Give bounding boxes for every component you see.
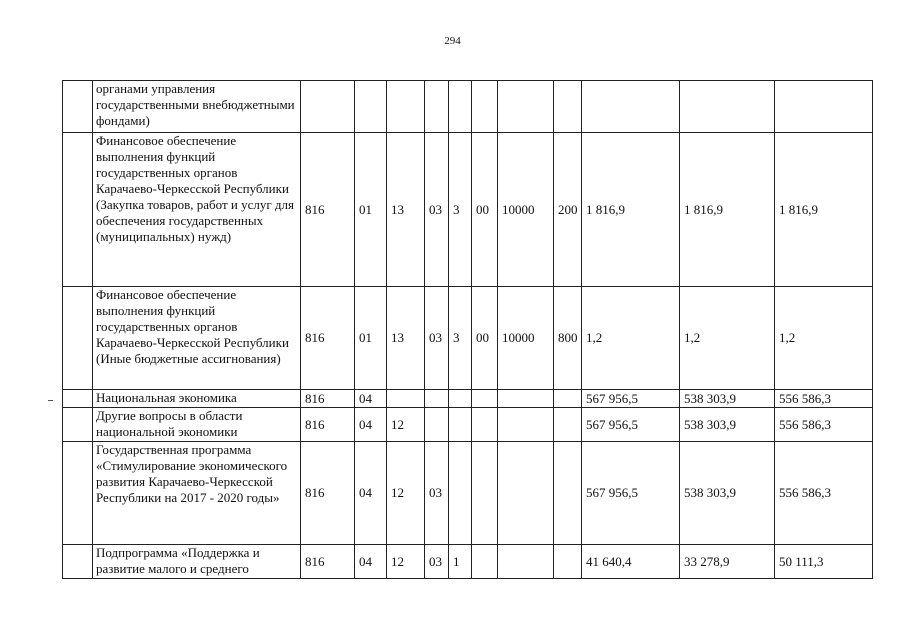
program-code: 03 [425,545,449,579]
direction-code [498,408,554,442]
row-name: Финансовое обеспечение выполнения функций государственных органов Карачаево-Черкесской Республики (Иные бюджетные ассигнования) [93,287,301,390]
section-code: 04 [355,408,387,442]
subprogram-code: 1 [449,545,472,579]
section-code: 04 [355,545,387,579]
subsection-code: 12 [387,545,425,579]
ministry-code: 816 [301,545,355,579]
amount-year-3: 1,2 [775,287,873,390]
amount-year-2 [680,81,775,133]
direction-code [498,442,554,545]
amount-year-1: 1,2 [582,287,680,390]
section-code: 04 [355,442,387,545]
row-number-cell [63,81,93,133]
ministry-code: 816 [301,133,355,287]
subprogram-code: 3 [449,287,472,390]
table-row [63,408,873,442]
amount-year-1 [582,81,680,133]
expense-type-code [554,545,582,579]
section-code [355,81,387,133]
amount-year-2: 1 816,9 [680,133,775,287]
table-row [63,133,873,287]
table-row [63,545,873,579]
main-event-code [472,81,498,133]
amount-year-1: 567 956,5 [582,442,680,545]
subsection-code [387,81,425,133]
amount-year-3: 556 586,3 [775,408,873,442]
amount-year-1: 1 816,9 [582,133,680,287]
row-name: Национальная экономика [93,390,301,408]
scan-artifact [48,400,53,401]
subprogram-code [449,81,472,133]
amount-year-3: 556 586,3 [775,390,873,408]
amount-year-2: 538 303,9 [680,408,775,442]
row-number-cell [63,408,93,442]
program-code: 03 [425,133,449,287]
amount-year-1: 41 640,4 [582,545,680,579]
ministry-code: 816 [301,442,355,545]
amount-year-1: 567 956,5 [582,390,680,408]
subprogram-code: 3 [449,133,472,287]
program-code: 03 [425,442,449,545]
table-row [63,287,873,390]
program-code [425,390,449,408]
row-number-cell [63,287,93,390]
amount-year-2: 1,2 [680,287,775,390]
row-name: органами управления государственными внебюджетными фондами) [93,81,301,133]
amount-year-2: 33 278,9 [680,545,775,579]
main-event-code [472,408,498,442]
expense-type-code [554,81,582,133]
direction-code: 10000 [498,133,554,287]
direction-code: 10000 [498,287,554,390]
main-event-code [472,545,498,579]
row-number-cell [63,545,93,579]
subsection-code [387,390,425,408]
expense-type-code [554,442,582,545]
program-code [425,408,449,442]
amount-year-2: 538 303,9 [680,390,775,408]
table-row [63,390,873,408]
section-code: 01 [355,133,387,287]
program-code [425,81,449,133]
section-code: 01 [355,287,387,390]
amount-year-3: 556 586,3 [775,442,873,545]
budget-table [62,80,873,579]
ministry-code [301,81,355,133]
section-code: 04 [355,390,387,408]
subsection-code: 12 [387,408,425,442]
direction-code [498,545,554,579]
row-number-cell [63,442,93,545]
amount-year-3: 50 111,3 [775,545,873,579]
main-event-code [472,442,498,545]
direction-code [498,81,554,133]
row-name: Подпрограмма «Поддержка и развитие малого и среднего [93,545,301,579]
expense-type-code [554,390,582,408]
direction-code [498,390,554,408]
amount-year-3 [775,81,873,133]
main-event-code: 00 [472,133,498,287]
amount-year-1: 567 956,5 [582,408,680,442]
subprogram-code [449,390,472,408]
amount-year-3: 1 816,9 [775,133,873,287]
subsection-code: 13 [387,133,425,287]
table-row [63,81,873,133]
subprogram-code [449,442,472,545]
ministry-code: 816 [301,287,355,390]
row-name: Государственная программа «Стимулирование экономического развития Карачаево-Черкесской Республики на 2017 - 2020 годы» [93,442,301,545]
subsection-code: 13 [387,287,425,390]
ministry-code: 816 [301,408,355,442]
subsection-code: 12 [387,442,425,545]
table-row [63,442,873,545]
row-number-cell [63,133,93,287]
amount-year-2: 538 303,9 [680,442,775,545]
expense-type-code: 800 [554,287,582,390]
program-code: 03 [425,287,449,390]
expense-type-code [554,408,582,442]
subprogram-code [449,408,472,442]
expense-type-code: 200 [554,133,582,287]
row-name: Финансовое обеспечение выполнения функций государственных органов Карачаево-Черкесской Республики (Закупка товаров, работ и услуг для обеспечения государственных (муниципальных) нужд) [93,133,301,287]
main-event-code [472,390,498,408]
row-number-cell [63,390,93,408]
page-number: 294 [444,35,461,47]
ministry-code: 816 [301,390,355,408]
row-name: Другие вопросы в области национальной экономики [93,408,301,442]
main-event-code: 00 [472,287,498,390]
